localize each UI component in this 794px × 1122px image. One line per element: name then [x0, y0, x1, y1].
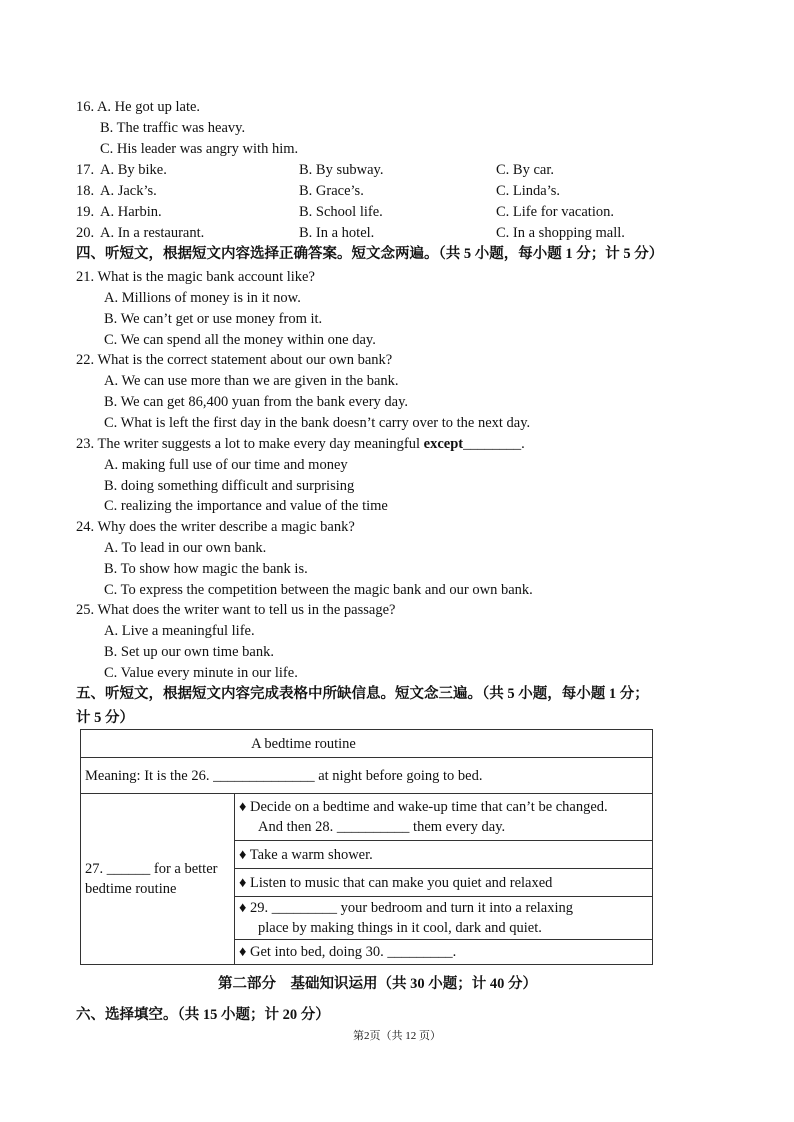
- q19-option-c: C. Life for vacation.: [496, 204, 614, 220]
- q24-option-b: B. To show how magic the bank is.: [104, 561, 308, 577]
- q22-stem: 22. What is the correct statement about our own bank?: [76, 352, 393, 368]
- part2-heading: 第二部分 基础知识运用（共 30 小题；计 40 分）: [218, 976, 537, 992]
- q23-option-a: A. making full use of our time and money: [104, 457, 348, 473]
- q25-option-c: C. Value every minute in our life.: [104, 665, 298, 681]
- q24-option-a: A. To lead in our own bank.: [104, 540, 267, 556]
- tip-2-line1: ♦ Take a warm shower.: [239, 846, 373, 863]
- q16-option-a: 16. A. He got up late.: [76, 99, 201, 115]
- section4-heading: 四、听短文，根据短文内容选择正确答案。短文念两遍。（共 5 小题，每小题 1 分；计 5 分）: [76, 246, 664, 262]
- table-tip-2: [235, 841, 653, 869]
- q25-stem: 25. What does the writer want to tell us in the passage?: [76, 602, 396, 618]
- q20-option-b: B. In a hotel.: [299, 225, 375, 241]
- tip-1-line1: ♦ Decide on a bedtime and wake-up time that can’t be changed.: [239, 799, 608, 815]
- table-tip-4: [235, 897, 653, 940]
- q25-option-b: B. Set up our own time bank.: [104, 644, 274, 660]
- q16-option-b: B. The traffic was heavy.: [100, 120, 246, 136]
- q21-option-c: C. We can spend all the money within one day.: [104, 332, 376, 348]
- q21-stem: 21. What is the magic bank account like?: [76, 269, 315, 285]
- q24-stem: 24. Why does the writer describe a magic bank?: [76, 519, 355, 535]
- q23-stem-emphasis: except: [423, 436, 464, 452]
- q19-option-b: B. School life.: [299, 204, 383, 220]
- q22-option-c: C. What is left the first day in the bank doesn’t carry over to the next day.: [104, 415, 531, 431]
- table-left-line2: bedtime routine: [85, 881, 177, 897]
- page-footer: 第2页（共 12 页）: [353, 1030, 441, 1042]
- section5-heading-line2: 计 5 分）: [76, 710, 134, 726]
- q25-option-a: A. Live a meaningful life.: [104, 623, 255, 639]
- q21-option-b: B. We can’t get or use money from it.: [104, 311, 323, 327]
- q17-option-c: C. By car.: [496, 162, 554, 178]
- table-left-cell: [81, 794, 235, 965]
- section5-heading-line1: 五、听短文，根据短文内容完成表格中所缺信息。短文念三遍。（共 5 小题，每小题 1 分；: [76, 686, 649, 702]
- q24-option-c: C. To express the competition between the magic bank and our own bank.: [104, 582, 533, 598]
- q22-option-b: B. We can get 86,400 yuan from the bank every day.: [104, 394, 409, 410]
- bedtime-routine-table: [80, 729, 653, 965]
- table-tip-3: [235, 869, 653, 897]
- tip-5-line1: ♦ Get into bed, doing 30. _________.: [239, 944, 457, 960]
- q20-option-c: C. In a shopping mall.: [496, 225, 625, 241]
- q19-num: 19.: [76, 204, 95, 220]
- q19-option-a: A. Harbin.: [100, 204, 162, 220]
- q18-num: 18.: [76, 183, 95, 199]
- q17-option-b: B. By subway.: [299, 162, 384, 178]
- table-tip-1: [235, 794, 653, 841]
- tip-4-line2: place by making things in it cool, dark and quiet.: [258, 920, 542, 936]
- q20-num: 20.: [76, 225, 95, 241]
- q21-option-a: A. Millions of money is in it now.: [104, 290, 301, 306]
- table-tip-5: [235, 940, 653, 965]
- q16-option-c: C. His leader was angry with him.: [100, 141, 299, 157]
- tip-1-line2: And then 28. __________ them every day.: [258, 819, 506, 835]
- q22-option-a: A. We can use more than we are given in the bank.: [104, 373, 399, 389]
- q23-stem-text: 23. The writer suggests a lot to make every day meaningful: [76, 436, 424, 452]
- q18-option-c: C. Linda’s.: [496, 183, 561, 199]
- q17-num: 17.: [76, 162, 95, 178]
- q23-stem-blank: ________.: [463, 436, 525, 452]
- table-title: A bedtime routine: [81, 730, 653, 758]
- tip-4-line1: ♦ 29. _________ your bedroom and turn it into a relaxing: [239, 900, 573, 916]
- q17-option-a: A. By bike.: [100, 162, 167, 178]
- q23-option-b: B. doing something difficult and surprising: [104, 478, 355, 494]
- q18-option-a: A. Jack’s.: [100, 183, 157, 199]
- q23-stem: [76, 435, 525, 453]
- table-left-line1: 27. ______ for a better: [85, 861, 218, 877]
- q20-option-a: A. In a restaurant.: [100, 225, 205, 241]
- section6-heading: 六、选择填空。（共 15 小题；计 20 分）: [76, 1007, 330, 1023]
- q18-option-b: B. Grace’s.: [299, 183, 364, 199]
- table-meaning: Meaning: It is the 26. ______________ at night before going to bed.: [81, 758, 653, 794]
- tip-3-line1: ♦ Listen to music that can make you quiet and relaxed: [239, 874, 553, 891]
- q23-option-c: C. realizing the importance and value of the time: [104, 498, 388, 514]
